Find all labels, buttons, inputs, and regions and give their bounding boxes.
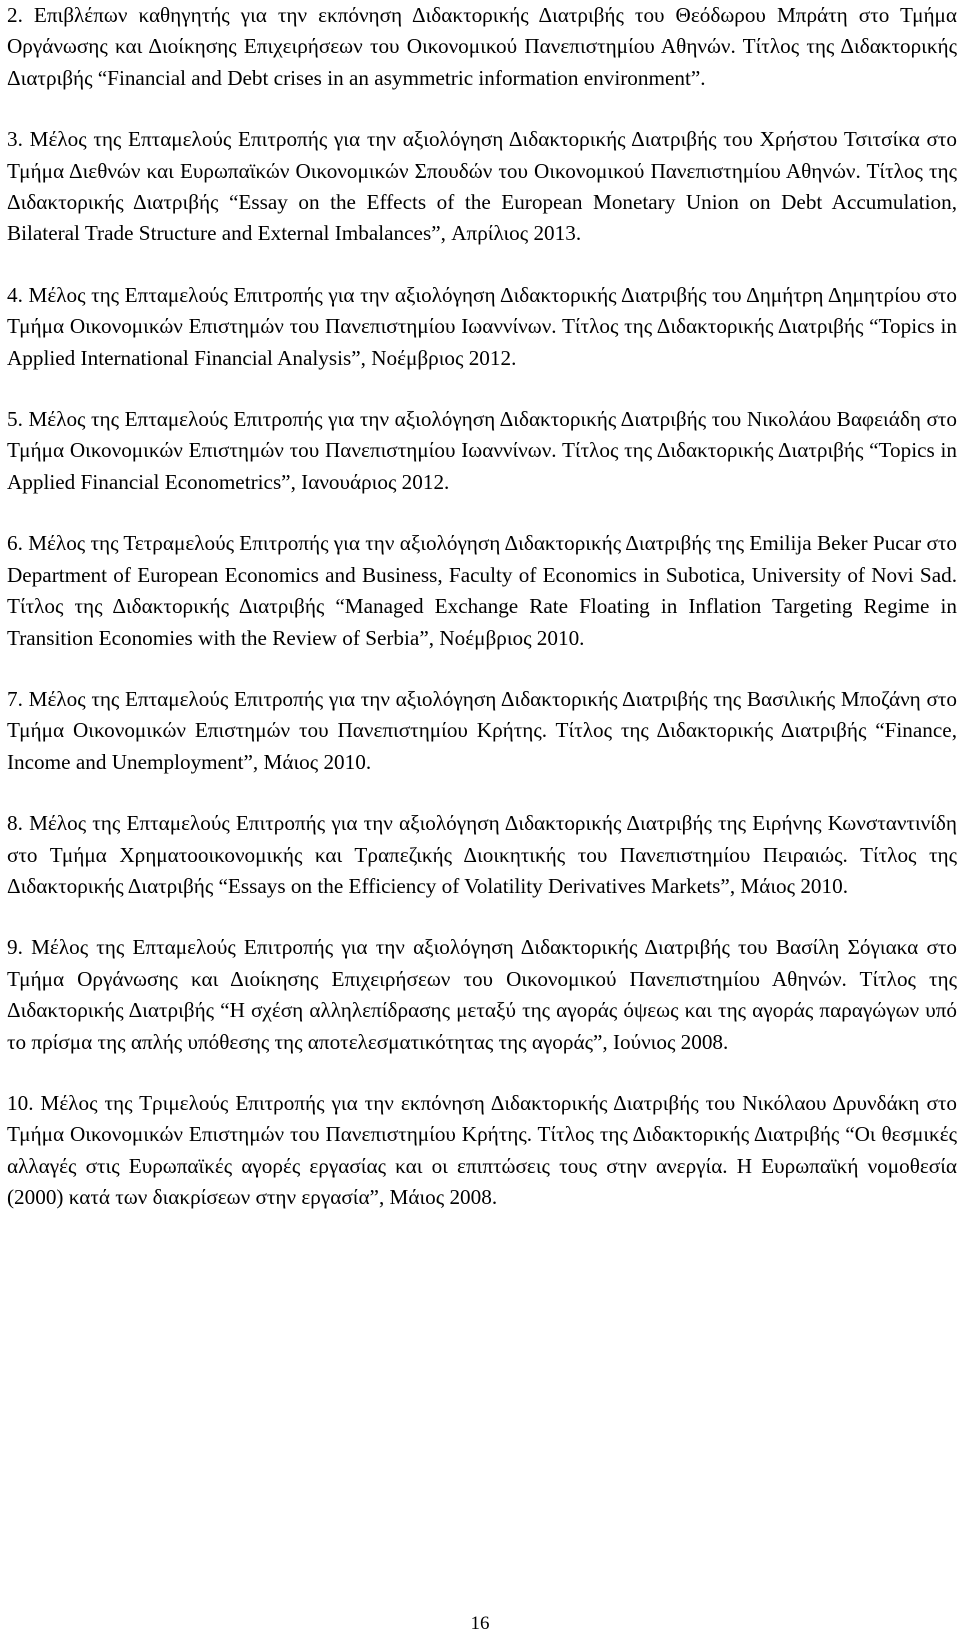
list-item: 9. Μέλος της Επταμελούς Επιτροπής για την αξιολόγηση Διδακτορικής Διατριβής του Βασίλη Σόγιακα στο Τμήμα Οργάνωσης και Διοίκησης Επιχειρήσεων του Οικονομικού Πανεπιστημίου Αθηνών. Τίτλος της Διδακτορικής Διατριβής “Η σχέση αλληλεπίδρασης μεταξύ της αγοράς όψεως και της αγοράς παραγώγων υπό το πρίσμα της απλής υπόθεσης της αποτελεσματικότητας της αγοράς”, Ιούνιος 2008. bbox=[7, 935, 957, 1054]
entry-list bbox=[7, 0, 957, 1244]
list-item: 4. Μέλος της Επταμελούς Επιτροπής για την αξιολόγηση Διδακτορικής Διατριβής του Δημήτρη Δημητρίου στο Τμήμα Οικονομικών Επιστημών του Πανεπιστημίου Ιωαννίνων. Τίτλος της Διδακτορικής Διατριβής “Topics in Applied International Financial Analysis”, Νοέμβριος 2012. bbox=[7, 282, 957, 370]
list-item: 10. Μέλος της Τριμελούς Επιτροπής για την εκπόνηση Διδακτορικής Διατριβής του Νικόλαου Δρυνδάκη στο Τμήμα Οικονομικών Επιστημών του Πανεπιστημίου Κρήτης. Τίτλος της Διδακτορικής Διατριβής “Οι θεσμικές αλλαγές στις Ευρωπαϊκές αγορές εργασίας και οι επιπτώσεις τους στην ανεργία. Η Ευρωπαϊκή νομοθεσία (2000) κατά των διακρίσεων στην εργασία”, Μάιος 2008. bbox=[7, 1090, 957, 1210]
page-number: 16 bbox=[470, 1613, 490, 1634]
list-item: 2. Επιβλέπων καθηγητής για την εκπόνηση Διδακτορικής Διατριβής του Θεόδωρου Μπράτη στο Τμήμα Οργάνωσης και Διοίκησης Επιχειρήσεων του Οικονομικού Πανεπιστημίου Αθηνών. Τίτλος της Διδακτορικής Διατριβής “Financial and Debt crises in an asymmetric information environment”. bbox=[7, 3, 957, 90]
list-item: 8. Μέλος της Επταμελούς Επιτροπής για την αξιολόγηση Διδακτορικής Διατριβής της Ειρήνης Κωνσταντινίδη στο Τμήμα Χρηματοοικονομικής και Τραπεζικής Διοικητικής του Πανεπιστημίου Πειραιώς. Τίτλος της Διδακτορικής Διατριβής “Essays on the Efficiency of Volatility Derivatives Markets”, Μάιος 2010. bbox=[7, 811, 957, 898]
list-item: 3. Μέλος της Επταμελούς Επιτροπής για την αξιολόγηση Διδακτορικής Διατριβής του Χρήστου Τσιτσίκα στο Τμήμα Διεθνών και Ευρωπαϊκών Οικονομικών Σπουδών του Οικονομικού Πανεπιστημίου Αθηνών. Τίτλος της Διδακτορικής Διατριβής “Essay on the Effects of the European Monetary Union on Debt Accumulation, Bilateral Trade Structure and External Imbalances”, Απρίλιος 2013. bbox=[7, 127, 957, 246]
list-item: 7. Μέλος της Επταμελούς Επιτροπής για την αξιολόγηση Διδακτορικής Διατριβής της Βασιλικής Μποζάνη στο Τμήμα Οικονομικών Επιστημών του Πανεπιστημίου Κρήτης. Τίτλος της Διδακτορικής Διατριβής “Finance, Income and Unemployment”, Μάιος 2010. bbox=[7, 686, 957, 774]
list-item: 5. Μέλος της Επταμελούς Επιτροπής για την αξιολόγηση Διδακτορικής Διατριβής του Νικολάου Βαφειάδη στο Τμήμα Οικονομικών Επιστημών του Πανεπιστημίου Ιωαννίνων. Τίτλος της Διδακτορικής Διατριβής “Topics in Applied Financial Econometrics”, Ιανουάριος 2012. bbox=[7, 407, 957, 494]
list-item: 6. Μέλος της Τετραμελούς Επιτροπής για την αξιολόγηση Διδακτορικής Διατριβής της Emilija Beker Pucar στο Department of European Economics and Business, Faculty of Economics in Subotica, University of Novi Sad. Τίτλος της Διδακτορικής Διατριβής “Managed Exchange Rate Floating in Inflation Targeting Regime in Transition Economies with the Review of Serbia”, Νοέμβριος 2010. bbox=[7, 531, 957, 650]
